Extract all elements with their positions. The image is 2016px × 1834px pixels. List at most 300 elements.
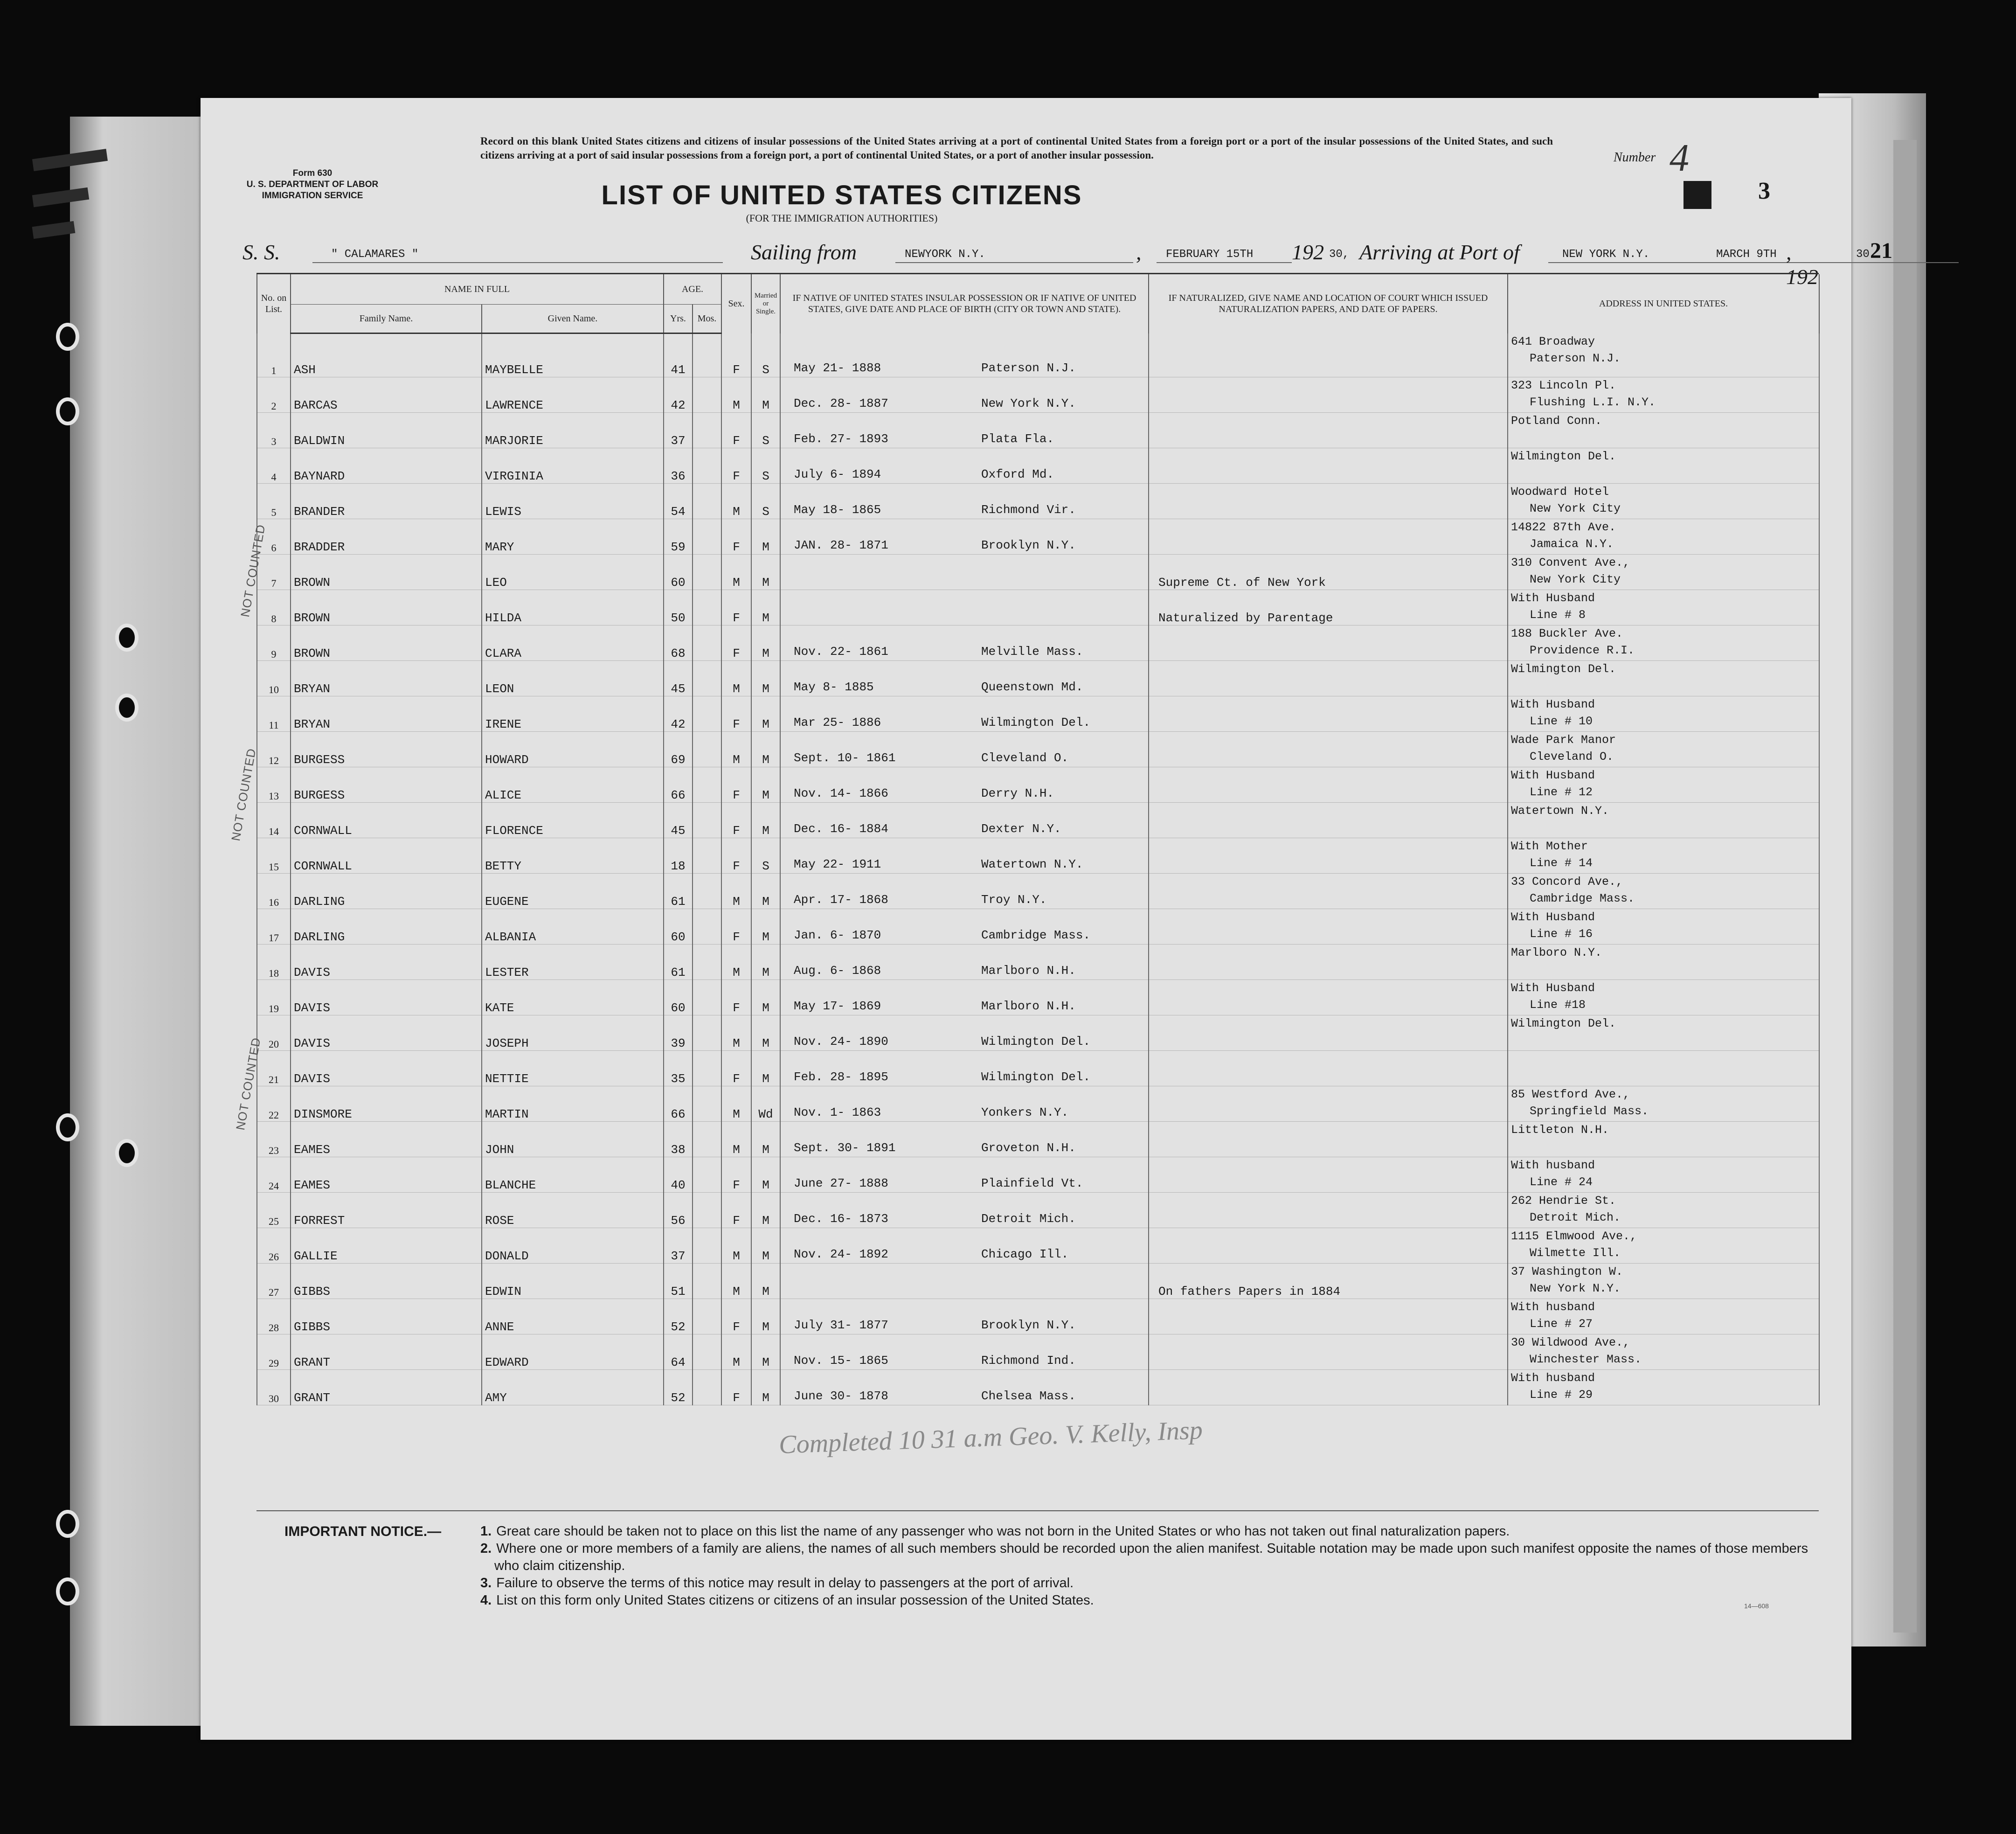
address-line: Wilmington Del. (1511, 450, 1616, 463)
age-years: 42 (664, 696, 693, 732)
given-name: ALBANIA (482, 909, 664, 945)
age-years: 59 (664, 519, 693, 555)
naturalization (1149, 1193, 1508, 1228)
family-name: BAYNARD (291, 448, 482, 484)
line-number: 1 (257, 333, 291, 377)
family-name: BURGESS (291, 767, 482, 803)
birth-info (780, 1157, 1149, 1193)
margin-stamp: NOT COUNTED (229, 747, 259, 842)
list-number-value: 4 (1670, 136, 1689, 180)
list-number-label: Number (1614, 150, 1656, 165)
header-marital: Married or Single. (751, 274, 780, 333)
birth-place: Brooklyn N.Y. (981, 538, 1076, 552)
address-line: Potland Conn. (1511, 414, 1602, 428)
birth-info (780, 590, 1149, 625)
header-naturalized: IF NATURALIZED, GIVE NAME AND LOCATION OF COURT WHICH ISSUED NATURALIZATION PAPERS, AND DATE OF PAPERS. (1149, 274, 1508, 333)
us-address (1508, 1051, 1819, 1086)
passenger-row (257, 874, 1819, 909)
passenger-row (257, 1157, 1819, 1193)
marital-status: S (751, 413, 780, 448)
family-name: BROWN (291, 590, 482, 625)
given-name: NETTIE (482, 1051, 664, 1086)
age-months (693, 1157, 721, 1193)
given-name: HILDA (482, 590, 664, 625)
age-months (693, 1015, 721, 1051)
sex: F (721, 909, 751, 945)
birth-place: Troy N.Y. (981, 893, 1047, 907)
naturalization: On fathers Papers in 1884 (1149, 1264, 1508, 1299)
departure-year-prefix: 192 (1292, 240, 1324, 264)
us-address (1508, 803, 1819, 838)
birth-info (780, 945, 1149, 980)
naturalization (1149, 1157, 1508, 1193)
birth-date: Sept. 30- 1891 (794, 1141, 896, 1155)
birth-info (780, 1051, 1149, 1086)
passenger-table (256, 274, 1820, 1405)
address-line: 262 Hendrie St. (1511, 1194, 1616, 1208)
line-number: 5 (257, 484, 291, 519)
notice-item: 2. Where one or more members of a family are aliens, the names of all such members should be recorded upon the alien manifest. Suitable notation may be made upon such manifest opposite the names of those members who claim citizenship. (480, 1541, 1808, 1573)
birth-date: May 8- 1885 (794, 680, 874, 694)
given-name: IRENE (482, 696, 664, 732)
form-number: Form 630 (292, 168, 333, 178)
birth-place: Richmond Vir. (981, 503, 1076, 517)
sex: M (721, 1086, 751, 1122)
birth-place: Marlboro N.H. (981, 964, 1076, 978)
line-number: 12 (257, 732, 291, 767)
age-months (693, 519, 721, 555)
address-line: Line # 14 (1530, 856, 1593, 870)
line-number: 2 (257, 377, 291, 413)
birth-date: Feb. 27- 1893 (794, 432, 888, 446)
age-months (693, 1051, 721, 1086)
line-number: 27 (257, 1264, 291, 1299)
birth-info (780, 519, 1149, 555)
us-address (1508, 1193, 1819, 1228)
punch-hole (60, 327, 76, 347)
birth-date: Dec. 28- 1887 (794, 396, 888, 410)
punch-hole (119, 627, 135, 648)
header-given-name: Given Name. (482, 305, 664, 333)
marital-status: S (751, 838, 780, 874)
marital-status: M (751, 803, 780, 838)
passenger-row (257, 1015, 1819, 1051)
address-line: 188 Buckler Ave. (1511, 627, 1623, 640)
us-address (1508, 448, 1819, 484)
given-name: LEWIS (482, 484, 664, 519)
passenger-row (257, 1122, 1819, 1157)
passenger-row (257, 590, 1819, 625)
us-address (1508, 1370, 1819, 1405)
birth-place: Queenstown Md. (981, 680, 1083, 694)
sex: F (721, 696, 751, 732)
passenger-row (257, 1370, 1819, 1405)
family-name: BRYAN (291, 661, 482, 696)
marital-status: S (751, 333, 780, 377)
given-name: MARJORIE (482, 413, 664, 448)
naturalization (1149, 484, 1508, 519)
line-number: 4 (257, 448, 291, 484)
marital-status: M (751, 732, 780, 767)
marital-status: M (751, 590, 780, 625)
passenger-row (257, 696, 1819, 732)
sex: F (721, 590, 751, 625)
sex: M (721, 1122, 751, 1157)
naturalization (1149, 1370, 1508, 1405)
us-address (1508, 767, 1819, 803)
birth-info (780, 1193, 1149, 1228)
birth-date: Feb. 28- 1895 (794, 1070, 888, 1084)
family-name: DAVIS (291, 945, 482, 980)
arrival-date: MARCH 9TH (1716, 248, 1777, 261)
given-name: ANNE (482, 1299, 664, 1334)
marital-status: M (751, 1299, 780, 1334)
family-name: GALLIE (291, 1228, 482, 1264)
birth-place: Marlboro N.H. (981, 999, 1076, 1013)
sex: F (721, 1051, 751, 1086)
age-years: 45 (664, 803, 693, 838)
passenger-row (257, 555, 1819, 590)
us-address (1508, 838, 1819, 874)
us-address (1508, 625, 1819, 661)
family-name: EAMES (291, 1157, 482, 1193)
address-line: 85 Westford Ave., (1511, 1088, 1630, 1101)
birth-place: Yonkers N.Y. (981, 1105, 1069, 1119)
age-years: 60 (664, 555, 693, 590)
sex: M (721, 945, 751, 980)
header-no: No. on List. (257, 274, 291, 333)
birth-date: July 6- 1894 (794, 467, 881, 481)
line-number: 17 (257, 909, 291, 945)
sex: M (721, 732, 751, 767)
us-address (1508, 696, 1819, 732)
address-line: 14822 87th Ave. (1511, 521, 1616, 534)
age-years: 40 (664, 1157, 693, 1193)
sex: F (721, 1370, 751, 1405)
birth-date: Nov. 24- 1890 (794, 1035, 888, 1049)
given-name: LEON (482, 661, 664, 696)
sex: M (721, 555, 751, 590)
marital-status: M (751, 1051, 780, 1086)
naturalization (1149, 1122, 1508, 1157)
sex: M (721, 1228, 751, 1264)
naturalization (1149, 661, 1508, 696)
marital-status: M (751, 1193, 780, 1228)
address-line: New York N.Y. (1530, 1282, 1621, 1295)
birth-date: Nov. 15- 1865 (794, 1354, 888, 1368)
family-name: BARCAS (291, 377, 482, 413)
us-address (1508, 1157, 1819, 1193)
birth-info (780, 1264, 1149, 1299)
header-address: ADDRESS IN UNITED STATES. (1508, 274, 1819, 333)
family-name: DARLING (291, 874, 482, 909)
age-months (693, 590, 721, 625)
birth-info (780, 803, 1149, 838)
age-years: 38 (664, 1122, 693, 1157)
punch-hole (60, 1117, 76, 1138)
passenger-row (257, 484, 1819, 519)
passenger-row (257, 909, 1819, 945)
birth-place: Dexter N.Y. (981, 822, 1061, 836)
from-port-underline (895, 262, 1133, 263)
birth-date: Nov. 22- 1861 (794, 645, 888, 659)
naturalization (1149, 519, 1508, 555)
birth-date: Mar 25- 1886 (794, 716, 881, 729)
naturalization: Naturalized by Parentage (1149, 590, 1508, 625)
us-address (1508, 590, 1819, 625)
age-months (693, 1228, 721, 1264)
family-name: BURGESS (291, 732, 482, 767)
age-years: 56 (664, 1193, 693, 1228)
passenger-row (257, 625, 1819, 661)
birth-info (780, 1228, 1149, 1264)
sex: F (721, 767, 751, 803)
punch-hole (60, 401, 76, 422)
naturalization (1149, 732, 1508, 767)
age-years: 61 (664, 874, 693, 909)
age-months (693, 1370, 721, 1405)
marital-status: M (751, 1264, 780, 1299)
marital-status: M (751, 625, 780, 661)
line-number: 16 (257, 874, 291, 909)
header-age-group: AGE. (664, 274, 721, 305)
naturalization (1149, 909, 1508, 945)
age-years: 68 (664, 625, 693, 661)
given-name: LESTER (482, 945, 664, 980)
date-separator: , (1136, 240, 1142, 264)
family-name: BROWN (291, 625, 482, 661)
passenger-row (257, 1264, 1819, 1299)
address-line: Line #18 (1530, 998, 1586, 1012)
naturalization (1149, 413, 1508, 448)
marital-status: M (751, 696, 780, 732)
notice-item: 4. List on this form only United States citizens or citizens of an insular possession of the United States. (480, 1593, 1094, 1608)
age-months (693, 945, 721, 980)
passenger-row (257, 1193, 1819, 1228)
address-line: With Husband (1511, 981, 1595, 995)
manifest-page (201, 98, 1892, 1740)
us-address (1508, 1086, 1819, 1122)
given-name: BLANCHE (482, 1157, 664, 1193)
passenger-row (257, 1051, 1819, 1086)
naturalization (1149, 874, 1508, 909)
us-address (1508, 519, 1819, 555)
service-name: IMMIGRATION SERVICE (262, 191, 363, 201)
age-months (693, 1193, 721, 1228)
address-line: With Husband (1511, 591, 1595, 605)
given-name: JOSEPH (482, 1015, 664, 1051)
birth-info (780, 732, 1149, 767)
age-months (693, 555, 721, 590)
passenger-row (257, 448, 1819, 484)
departure-year-suffix: 30, (1329, 248, 1350, 261)
marital-status: M (751, 1228, 780, 1264)
line-number: 7 (257, 555, 291, 590)
given-name: CLARA (482, 625, 664, 661)
marital-status: Wd (751, 1086, 780, 1122)
birth-info (780, 1299, 1149, 1334)
naturalization (1149, 980, 1508, 1015)
birth-info (780, 838, 1149, 874)
age-years: 54 (664, 484, 693, 519)
us-address (1508, 413, 1819, 448)
address-line: Cambridge Mass. (1530, 892, 1635, 905)
passenger-row (257, 803, 1819, 838)
birth-date: July 31- 1877 (794, 1318, 888, 1332)
birth-info (780, 333, 1149, 377)
address-line: Woodward Hotel (1511, 485, 1609, 499)
family-name: BRYAN (291, 696, 482, 732)
ship-label: S. S. (242, 240, 280, 264)
inspector-completion-note: Completed 10 31 a.m Geo. V. Kelly, Insp (778, 1416, 1203, 1459)
passenger-row (257, 413, 1819, 448)
line-number: 8 (257, 590, 291, 625)
birth-info (780, 484, 1149, 519)
given-name: EDWIN (482, 1264, 664, 1299)
sex: M (721, 1015, 751, 1051)
line-number: 23 (257, 1122, 291, 1157)
sex: F (721, 803, 751, 838)
address-line: Marlboro N.Y. (1511, 946, 1602, 959)
birth-place: Chicago Ill. (981, 1247, 1069, 1261)
header-birth: IF NATIVE OF UNITED STATES INSULAR POSSESSION OR IF NATIVE OF UNITED STATES, GIVE DATE AND PLACE OF BIRTH (CITY OR TOWN AND STATE). (780, 274, 1149, 333)
birth-place: Wilmington Del. (981, 1070, 1091, 1084)
given-name: MARTIN (482, 1086, 664, 1122)
birth-info (780, 448, 1149, 484)
naturalization (1149, 1334, 1508, 1370)
naturalization: Supreme Ct. of New York (1149, 555, 1508, 590)
birth-place: Brooklyn N.Y. (981, 1318, 1076, 1332)
address-line: Wilmington Del. (1511, 662, 1616, 676)
address-line: 37 Washington W. (1511, 1265, 1623, 1278)
given-name: LEO (482, 555, 664, 590)
address-line: Wade Park Manor (1511, 733, 1616, 747)
age-months (693, 909, 721, 945)
marital-status: M (751, 555, 780, 590)
margin-stamp: NOT COUNTED (233, 1036, 263, 1132)
naturalization (1149, 1051, 1508, 1086)
line-number: 10 (257, 661, 291, 696)
sex: M (721, 661, 751, 696)
us-address (1508, 555, 1819, 590)
family-name: DAVIS (291, 1051, 482, 1086)
us-address (1508, 1015, 1819, 1051)
sex: M (721, 874, 751, 909)
address-line: Providence R.I. (1530, 644, 1635, 657)
sailing-label: Sailing from (751, 240, 857, 264)
header-years: Yrs. (664, 305, 693, 333)
naturalization (1149, 1228, 1508, 1264)
age-months (693, 980, 721, 1015)
age-years: 50 (664, 590, 693, 625)
us-address (1508, 874, 1819, 909)
age-months (693, 448, 721, 484)
birth-place: Chelsea Mass. (981, 1389, 1076, 1403)
marital-status: M (751, 661, 780, 696)
age-months (693, 377, 721, 413)
age-years: 60 (664, 909, 693, 945)
family-name: CORNWALL (291, 838, 482, 874)
sex: F (721, 838, 751, 874)
margin-stamp: NOT COUNTED (238, 523, 268, 618)
family-name: DINSMORE (291, 1086, 482, 1122)
birth-place: Groveton N.H. (981, 1141, 1076, 1155)
line-number: 30 (257, 1370, 291, 1405)
birth-info (780, 696, 1149, 732)
address-line: With husband (1511, 1300, 1595, 1314)
us-address (1508, 484, 1819, 519)
passenger-row (257, 1334, 1819, 1370)
birth-place: Watertown N.Y. (981, 857, 1083, 871)
departure-date: FEBRUARY 15TH (1166, 248, 1254, 261)
passenger-row (257, 1086, 1819, 1122)
birth-place: Oxford Md. (981, 467, 1054, 481)
address-line: Winchester Mass. (1530, 1353, 1642, 1366)
given-name: HOWARD (482, 732, 664, 767)
age-months (693, 767, 721, 803)
address-line: Jamaica N.Y. (1530, 537, 1614, 551)
passenger-row (257, 377, 1819, 413)
marital-status: M (751, 767, 780, 803)
sheet-edge-mark (32, 221, 76, 239)
given-name: VIRGINIA (482, 448, 664, 484)
age-months (693, 696, 721, 732)
notice-item: 1. Great care should be taken not to place on this list the name of any passenger who was not born in the United States or who has not taken out final naturalization papers. (480, 1524, 1510, 1539)
age-months (693, 1086, 721, 1122)
line-number: 28 (257, 1299, 291, 1334)
line-number: 18 (257, 945, 291, 980)
passenger-table-frame (256, 273, 1819, 1511)
marital-status: M (751, 1015, 780, 1051)
naturalization (1149, 448, 1508, 484)
given-name: BETTY (482, 838, 664, 874)
birth-info (780, 1086, 1149, 1122)
age-years: 37 (664, 1228, 693, 1264)
header-family-name: Family Name. (291, 305, 482, 333)
age-months (693, 1334, 721, 1370)
punch-hole (119, 1143, 135, 1163)
address-line: Line # 16 (1530, 927, 1593, 941)
us-address (1508, 661, 1819, 696)
address-line: Line # 27 (1530, 1317, 1593, 1331)
naturalization (1149, 1299, 1508, 1334)
address-line: Wilmington Del. (1511, 1017, 1616, 1030)
given-name: ROSE (482, 1193, 664, 1228)
naturalization (1149, 696, 1508, 732)
passenger-row (257, 661, 1819, 696)
sex: F (721, 413, 751, 448)
family-name: FORREST (291, 1193, 482, 1228)
us-address (1508, 1334, 1819, 1370)
us-address (1508, 945, 1819, 980)
birth-date: Dec. 16- 1873 (794, 1212, 888, 1226)
age-years: 64 (664, 1334, 693, 1370)
address-line: Flushing L.I. N.Y. (1530, 396, 1656, 409)
age-months (693, 413, 721, 448)
address-line: Watertown N.Y. (1511, 804, 1609, 818)
birth-info (780, 1015, 1149, 1051)
address-line: Paterson N.J. (1530, 351, 1621, 365)
age-years: 36 (664, 448, 693, 484)
naturalization (1149, 333, 1508, 377)
birth-date: Nov. 1- 1863 (794, 1105, 881, 1119)
birth-place: New York N.Y. (981, 396, 1076, 410)
birth-date: May 17- 1869 (794, 999, 881, 1013)
sex: M (721, 377, 751, 413)
family-name: GRANT (291, 1334, 482, 1370)
address-line: 641 Broadway (1511, 334, 1595, 348)
naturalization (1149, 1086, 1508, 1122)
